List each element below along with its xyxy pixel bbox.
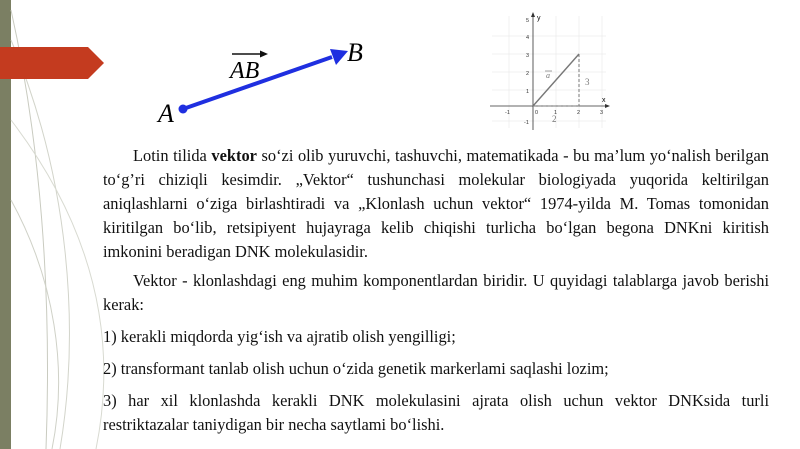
body-text [103,144,769,437]
paragraph-definition [103,144,769,264]
tick-x-neg1: -1 [505,110,510,116]
tick-x-1: 1 [554,110,558,116]
tick-y-4: 4 [526,35,530,41]
tick-y-1: 1 [526,89,530,95]
list-item: 1) kerakli miqdorda yig‘ish va ajratib olish yengilligi; [103,327,456,346]
term-vektor: vektor [211,146,257,165]
axis-y-label: y [537,15,541,22]
paragraph1-start: Lotin tilida [133,146,212,165]
tick-y-2: 2 [526,71,530,77]
paragraph1-rest: so‘zi olib yuruvchi, tashuvchi, matematikada - bu ma’lum yo‘nalish berilgan to‘g’ri chiziqli kesimdir. „Vektor“ tushunchasi molekular biologiyada yuqorida keltirilgan aniqlashlarni o‘ziga birlashtiradi va „Klonlash uchun vektor“ 1974-yilda M. Tomas tomonidan kiritilgan bo‘lib, retsipiyent hujayraga kelib chiqishi turlicha bo‘lgan begona DNKni kiritish imkonini beradigan DNK molekulasidir. [103,146,769,261]
label-b: B [347,38,363,67]
arrowhead-icon [330,49,348,65]
list-item: 3) har xil klonlashda kerakli DNK molekulasini ajrata olish uchun vektor DNKsida turli restriktazalar taniydigan bir necha saytlami bo‘lishi. [103,391,769,434]
side-vertical-label: 3 [585,77,590,87]
coordinate-graph [484,10,616,135]
paragraph-requirements: Vektor - klonlashdagi eng muhim komponentlardan biridir. U quyidagi talablarga javob berishi kerak: [103,271,769,314]
red-accent-tab [0,47,104,79]
tick-y-3: 3 [526,53,530,59]
point-a [179,105,188,114]
side-horizontal-label: 2 [552,114,557,124]
tick-x-2: 2 [577,110,581,116]
tick-x-3: 3 [600,110,604,116]
vector-a-label: a [546,71,550,80]
vector-ab-figure [150,35,380,130]
tick-x-0: 0 [535,110,539,116]
label-ab: AB [230,58,260,84]
label-a: A [158,99,174,128]
list-item: 2) transformant tanlab olish uchun o‘zida genetik markerlami saqlashi lozim; [103,359,609,378]
axis-x-label: x [602,97,606,104]
tick-y-5: 5 [526,18,530,24]
tick-y-neg1: -1 [524,120,529,126]
overline-arrow-icon [260,51,268,58]
